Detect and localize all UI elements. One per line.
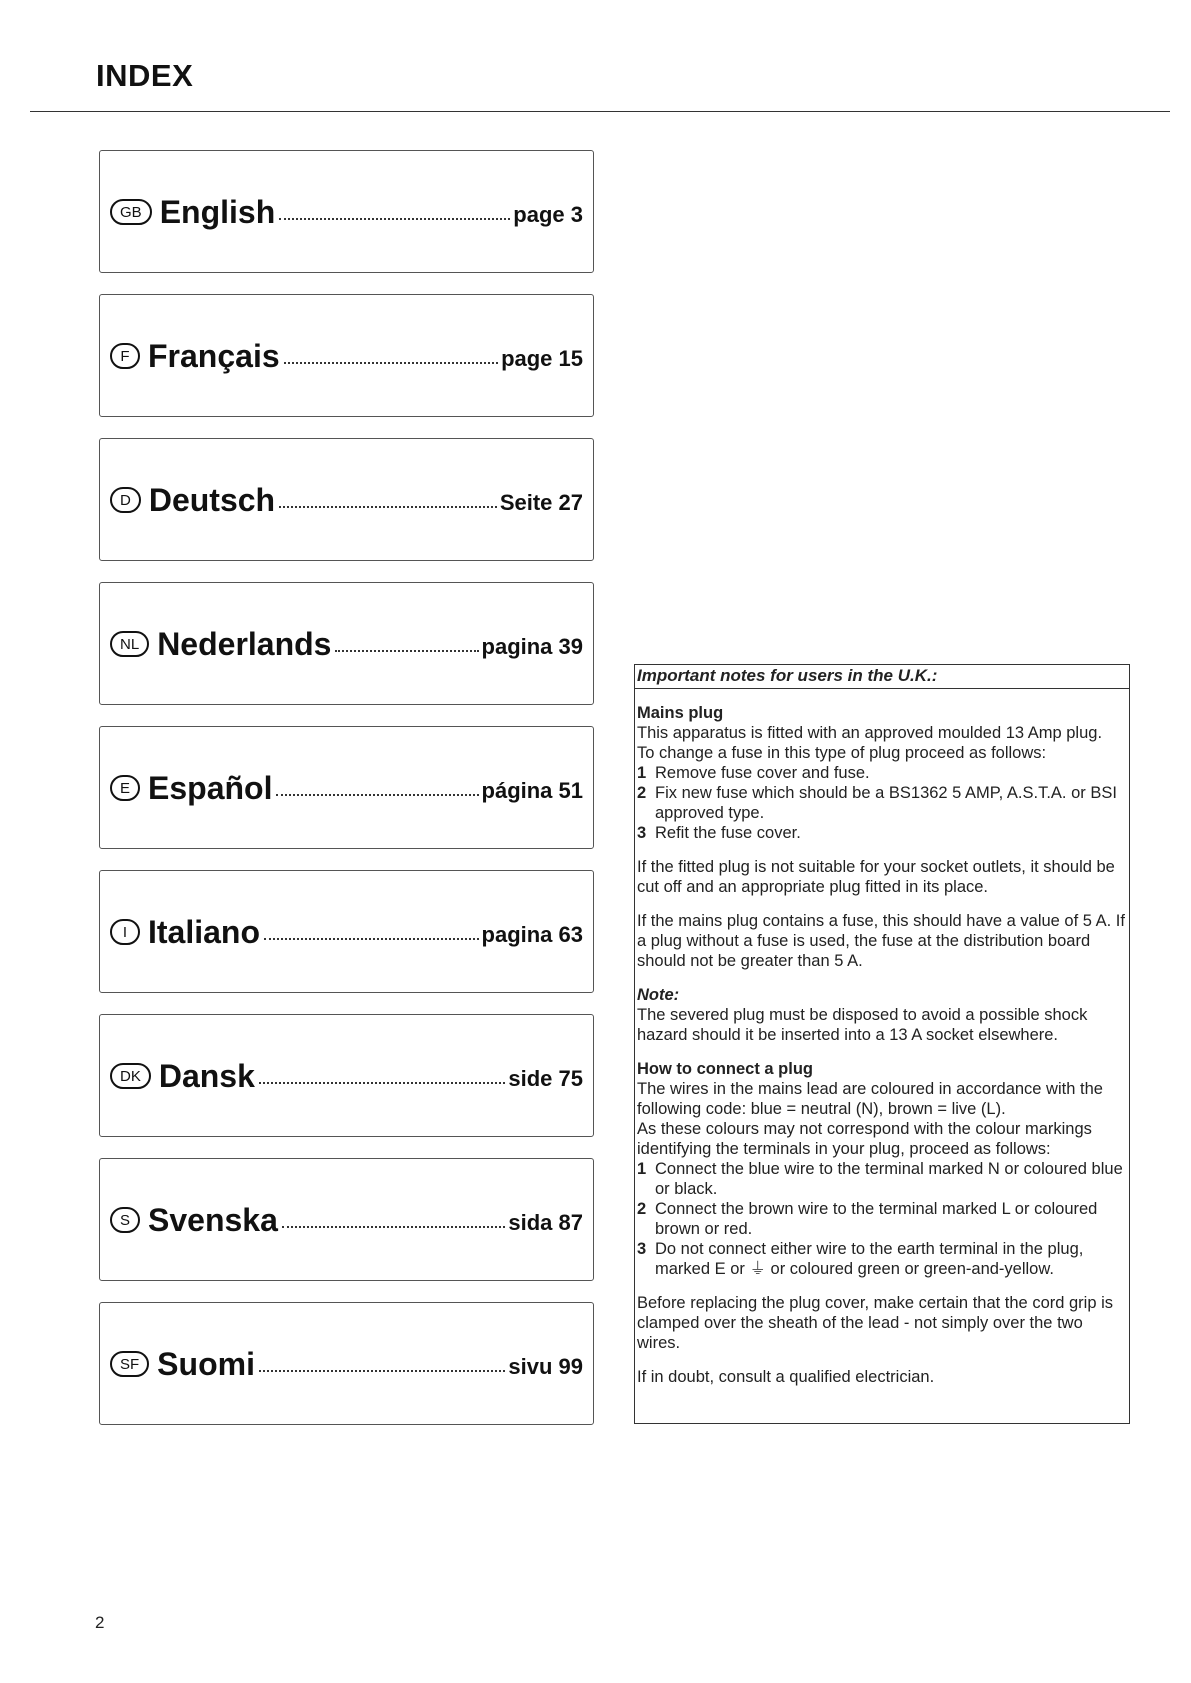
language-name: Dansk	[158, 1057, 255, 1094]
language-entry-francais[interactable]	[99, 294, 594, 417]
language-name: Nederlands	[157, 625, 332, 662]
language-name: English	[159, 193, 276, 230]
connect-text-2: As these colours may not correspond with the colour markings identifying the terminals in your plug, proceed as follows:	[637, 1120, 1092, 1158]
language-entry-dansk[interactable]	[99, 1014, 594, 1137]
country-code-badge: S	[110, 1207, 140, 1233]
step-number: 2	[637, 784, 647, 802]
page-reference: side 75	[508, 1066, 583, 1091]
mains-plug-intro: This apparatus is fitted with an approved moulded 13 Amp plug.	[637, 724, 1103, 742]
fuse-paragraph: If the mains plug contains a fuse, this should have a value of 5 A. If a plug without a fuse is used, the fuse at the distribution board should not be greater than 5 A.	[637, 912, 1125, 970]
step-text: Connect the brown wire to the terminal marked L or coloured brown or red.	[655, 1200, 1098, 1238]
page-reference: Seite 27	[499, 490, 583, 515]
list-item	[637, 823, 1127, 843]
step-number: 1	[637, 1160, 647, 1178]
list-item	[637, 1199, 1127, 1239]
country-code-badge: DK	[110, 1063, 151, 1089]
page-reference: pagina 39	[481, 634, 583, 659]
list-item	[637, 783, 1127, 823]
step-text: Do not connect either wire to the earth terminal in the plug, marked E or ⏚ or coloured green or green-and-yellow.	[655, 1240, 1084, 1278]
note-text: The severed plug must be disposed to avoid a possible shock hazard should it be inserted into a 13 A socket elsewhere.	[637, 1006, 1088, 1044]
language-entry-svenska[interactable]	[99, 1158, 594, 1281]
step-text: Refit the fuse cover.	[655, 824, 801, 842]
language-entry-english[interactable]	[99, 150, 594, 273]
language-name: Svenska	[148, 1201, 278, 1238]
socket-paragraph: If the fitted plug is not suitable for your socket outlets, it should be cut off and an appropriate plug fitted in its place.	[637, 858, 1115, 896]
language-entry-suomi[interactable]	[99, 1302, 594, 1425]
list-item	[637, 1239, 1127, 1279]
country-code-badge: GB	[110, 199, 152, 225]
page-number: 2	[95, 1613, 105, 1632]
language-name: Suomi	[157, 1345, 255, 1382]
dot-leader	[276, 794, 478, 796]
dot-leader	[282, 1226, 506, 1228]
step-text: Connect the blue wire to the terminal marked N or coloured blue or black.	[655, 1160, 1123, 1198]
mains-plug-heading: Mains plug	[637, 704, 724, 722]
header-rule	[30, 111, 1170, 112]
connect-text-1: The wires in the mains lead are coloured in accordance with the following code: blue = neutral (N), brown = live (L).	[637, 1080, 1103, 1118]
uk-notes-box	[634, 664, 1130, 1424]
step-text: Fix new fuse which should be a BS1362 5 AMP, A.S.T.A. or BSI approved type.	[655, 784, 1117, 822]
doubt-paragraph: If in doubt, consult a qualified electrician.	[637, 1368, 935, 1386]
country-code-badge: F	[110, 343, 140, 369]
page-reference: pagina 63	[481, 922, 583, 947]
language-name: Deutsch	[148, 481, 276, 518]
page-reference: page 15	[501, 346, 583, 371]
step-number: 2	[637, 1200, 647, 1218]
country-code-badge: NL	[110, 631, 149, 657]
country-code-badge: D	[110, 487, 141, 513]
step-number: 3	[637, 1240, 647, 1258]
dot-leader	[259, 1370, 505, 1372]
country-code-badge: I	[110, 919, 140, 945]
page-reference: sivu 99	[508, 1354, 583, 1379]
language-entry-nederlands[interactable]	[99, 582, 594, 705]
language-entry-espanol[interactable]	[99, 726, 594, 849]
list-item	[637, 1159, 1127, 1199]
page-reference: page 3	[513, 202, 583, 227]
step-text: Remove fuse cover and fuse.	[655, 764, 870, 782]
language-name: Italiano	[148, 913, 261, 950]
note-heading: Note:	[637, 986, 680, 1004]
dot-leader	[284, 362, 498, 364]
connect-heading: How to connect a plug	[637, 1060, 813, 1078]
step-number: 3	[637, 824, 647, 842]
page-reference: sida 87	[508, 1210, 583, 1235]
country-code-badge: SF	[110, 1351, 149, 1377]
dot-leader	[259, 1082, 506, 1084]
dot-leader	[264, 938, 479, 940]
language-entry-italiano[interactable]	[99, 870, 594, 993]
notes-title: Important notes for users in the U.K.:	[635, 665, 1129, 689]
step-number: 1	[637, 764, 647, 782]
cover-paragraph: Before replacing the plug cover, make certain that the cord grip is clamped over the sheath of the lead - not simply over the two wires.	[637, 1294, 1114, 1352]
dot-leader	[279, 506, 497, 508]
language-name: Español	[148, 769, 273, 806]
language-entry-deutsch[interactable]	[99, 438, 594, 561]
language-name: Français	[148, 337, 280, 374]
dot-leader	[335, 650, 478, 652]
page-reference: página 51	[481, 778, 583, 803]
page-title: INDEX	[96, 58, 194, 93]
mains-plug-lead: To change a fuse in this type of plug proceed as follows:	[637, 744, 1047, 762]
dot-leader	[279, 218, 510, 220]
list-item	[637, 763, 1127, 783]
country-code-badge: E	[110, 775, 140, 801]
